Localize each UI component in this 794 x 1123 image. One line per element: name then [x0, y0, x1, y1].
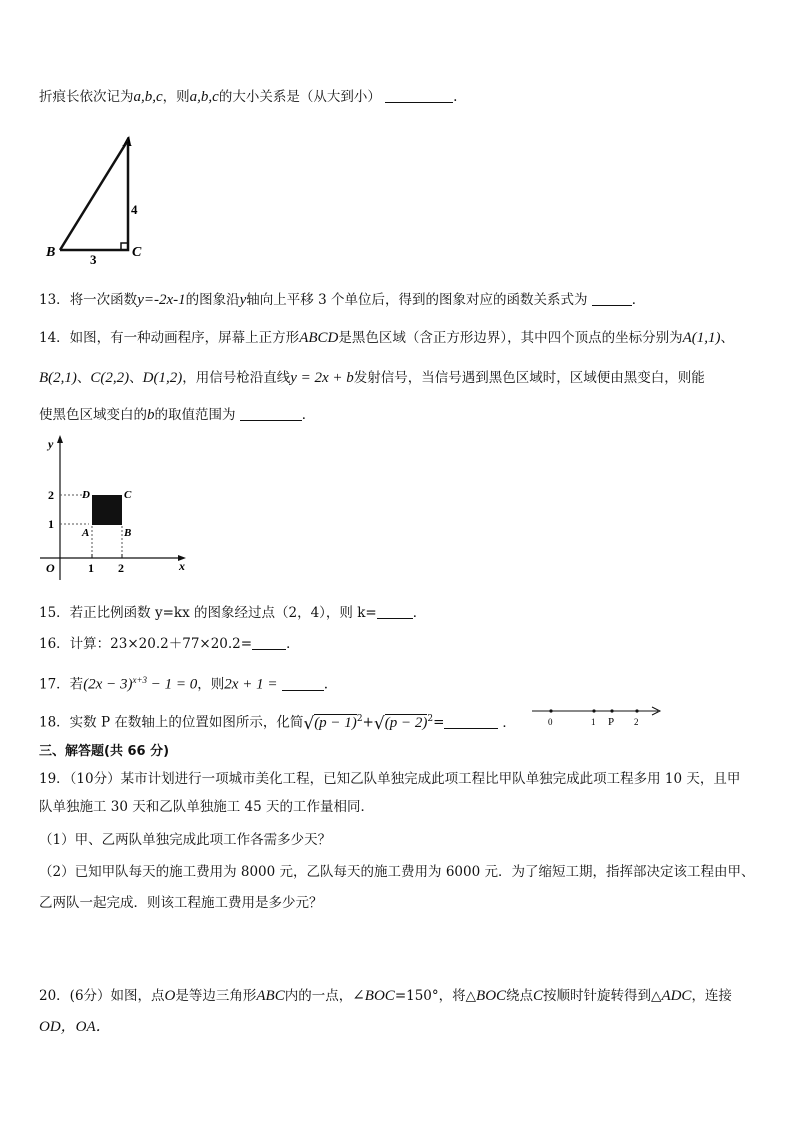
q12-text-mid: ，则 [162, 89, 190, 105]
q17-exponent: x+3 [132, 675, 148, 685]
q19-sub2-line2: 乙两队一起完成．则该工程施工费用是多少元？ [39, 895, 323, 911]
q20-text-b: 是等边三角形 [175, 988, 257, 1004]
q14-text3: 使黑色区域变白的 [39, 407, 147, 423]
q20-triangle: ABC [256, 988, 285, 1004]
q18-radicand1: (p − 1) [314, 714, 357, 731]
q20-point-c: C [533, 988, 544, 1004]
q20-text-c: 内的一点， [284, 988, 353, 1004]
q19-line2: 队单独施工 30 天和乙队单独施工 45 天的工作量相同． [39, 799, 375, 815]
q14-sep: 、 [76, 370, 91, 386]
q14-answer-blank[interactable] [240, 406, 302, 421]
q14-text2b: 发射信号，当信号遇到黑色区域时，区域便由黑变白，则能 [353, 370, 705, 386]
q12-vars: a,b,c [133, 89, 163, 105]
q18-equals: = [433, 714, 445, 731]
square-coordinate-figure [38, 432, 198, 584]
q16-text: 16．计算：23×20.2＋77×20.2= [39, 636, 253, 652]
q20-line1 [39, 986, 732, 1006]
q13-function: y=-2x-1 [137, 292, 186, 308]
black-square [92, 495, 122, 525]
q13-line [39, 290, 645, 310]
q14-period: ． [301, 407, 316, 423]
q14-text1: 14．如图，有一种动画程序，屏幕上正方形 [39, 330, 300, 346]
q17-expr: 2x + 1 = [224, 676, 278, 693]
number-line-figure [530, 703, 665, 729]
q20-boc: BOC [476, 988, 507, 1004]
q14-square: ABCD [299, 330, 339, 346]
q14-text1b: 是黑色区域（含正方形边界），其中四个顶点的坐标分别为 [338, 330, 683, 346]
q17-rest: − 1 = 0 [147, 676, 198, 693]
q15-answer-blank[interactable] [377, 604, 413, 619]
point-c-label: C [124, 489, 132, 501]
q15-line [39, 603, 426, 623]
q18-square2: 2 [427, 714, 434, 724]
q14-text3b: 的取值范围为 [154, 407, 236, 423]
q13-axis: y [239, 292, 247, 308]
q14-line2 [39, 368, 705, 388]
number-line-label-p: P [608, 716, 615, 728]
q14-sep: 、 [720, 330, 735, 346]
side-bc-length: 3 [90, 252, 97, 267]
x-tick-label-2: 2 [118, 561, 124, 575]
q14-sep: 、 [129, 370, 143, 386]
q20-text-f: 按顺时针旋转得到△ [543, 988, 662, 1004]
q17-mid: ，则 [197, 676, 225, 693]
q18-answer-blank[interactable] [444, 714, 498, 729]
q14-line3 [39, 405, 315, 425]
x-axis-label: x [179, 559, 185, 573]
triangle-figure [38, 128, 158, 268]
sqrt-icon: √ [373, 713, 385, 734]
q20-angle: ∠BOC [352, 988, 395, 1004]
q19-line1: 19．（10分）某市计划进行一项城市美化工程，已知乙队单独完成此项工程比甲队单独完成此项工程多用 10 天，且甲 [39, 771, 741, 787]
q14-point-a: A(1,1) [682, 330, 721, 346]
q17-period: . [323, 676, 329, 693]
q14-point-b: B(2,1) [39, 370, 77, 386]
q17-line [39, 670, 328, 695]
q13-number: 13． [39, 292, 70, 308]
q19-sub1: （1）甲、乙两队单独完成此项工作各需多少天？ [39, 832, 332, 848]
q14-var-b: b [147, 407, 155, 423]
q12-tail-line [39, 87, 457, 107]
q15-text: 15．若正比例函数 y=kx 的图象经过点（2，4），则 k= [39, 605, 377, 621]
point-b-label: B [124, 527, 132, 539]
number-line-dot-p [610, 709, 613, 712]
triangle-label-a: A [123, 135, 133, 150]
q13-period: ． [631, 292, 646, 308]
number-line-dot-2 [635, 709, 638, 712]
q17-answer-blank[interactable] [282, 676, 324, 691]
q15-period: ． [412, 605, 427, 621]
triangle-label-c: C [132, 245, 142, 260]
q20-adc: ADC [661, 988, 692, 1004]
q12-answer-blank[interactable] [385, 88, 453, 103]
y-tick-label-1: 1 [48, 517, 54, 531]
number-line-label-1: 1 [591, 717, 596, 727]
y-axis-label: y [48, 437, 54, 451]
number-line-dot-1 [592, 709, 595, 712]
point-a-label: A [82, 527, 90, 539]
q20-text-a: 20．(6分）如图，点 [39, 988, 165, 1004]
number-line-label-2: 2 [634, 717, 639, 727]
q19-sub2-line1: （2）已知甲队每天的施工费用为 8000 元，乙队每天的施工费用为 6000 元．为了缩短工期，指挥部决定该工程由甲、 [39, 864, 755, 880]
q14-line-eq: y = 2x + b [290, 370, 354, 386]
q13-answer-blank[interactable] [592, 291, 632, 306]
section-three-heading: 三、解答题(共 66 分) [39, 744, 170, 759]
q14-text2: ，用信号枪沿直线 [182, 370, 291, 386]
q12-text: 折痕长依次记为 [39, 89, 134, 105]
q17-base: (2x − 3) [83, 676, 133, 693]
q13-text1: 将一次函数 [69, 292, 138, 308]
number-line-label-0: 0 [548, 717, 553, 727]
q12-period: . [453, 89, 458, 105]
q18-radicand2: (p − 2) [384, 714, 428, 731]
q20-line2: OD，OA． [39, 1019, 111, 1035]
q20-point-o: O [164, 988, 176, 1004]
q20-text-g: ，连接 [691, 988, 732, 1004]
q17-text: 17．若 [39, 676, 84, 693]
q13-text3: 轴向上平移 3 个单位后，得到的图象对应的函数关系式为 [246, 292, 588, 308]
y-tick-label-2: 2 [48, 488, 54, 502]
sqrt-icon: √ [303, 713, 315, 734]
q13-text2: 的图象沿 [185, 292, 240, 308]
q14-point-c: C(2,2) [90, 370, 130, 386]
q16-answer-blank[interactable] [252, 635, 286, 650]
triangle-outline [60, 140, 128, 250]
origin-label: O [46, 561, 55, 575]
q14-line1 [39, 328, 734, 348]
q16-period: ． [286, 636, 300, 652]
side-ac-length: 4 [131, 202, 138, 217]
q14-point-d: D(1,2) [142, 370, 183, 386]
q12-text-after: 的大小关系是（从大到小） [218, 89, 381, 105]
point-d-label: D [82, 489, 90, 501]
q20-text-e: 绕点 [506, 988, 534, 1004]
q18-line [39, 709, 516, 734]
x-tick-label-1: 1 [88, 561, 94, 575]
q18-square1: 2 [356, 714, 363, 724]
q20-text-d: =150°，将△ [394, 988, 477, 1004]
triangle-label-b: B [46, 245, 56, 260]
q18-text: 18．实数 P 在数轴上的位置如图所示，化简 [39, 714, 304, 731]
y-axis-arrow-icon [57, 435, 63, 443]
q18-plus: + [362, 714, 374, 731]
q16-line [39, 634, 300, 654]
number-line-dot-0 [549, 709, 552, 712]
q12-vars2: a,b,c [189, 89, 219, 105]
q18-period: ． [502, 714, 516, 731]
